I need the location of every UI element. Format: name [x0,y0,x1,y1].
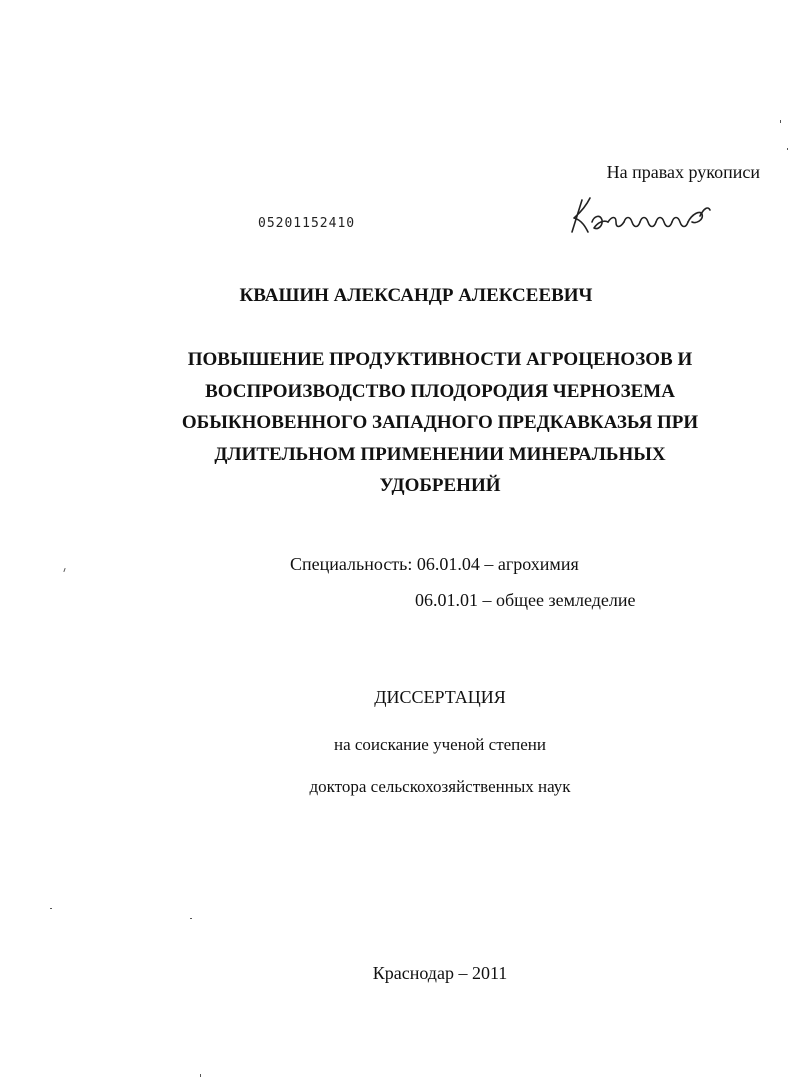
place-and-year: Краснодар – 2011 [372,963,508,983]
specialty-primary: Специальность: 06.01.04 – агрохимия [290,554,579,574]
specialty-secondary: 06.01.01 – общее земледелие [415,590,636,610]
author-name: КВАШИН АЛЕКСАНДР АЛЕКСЕЕВИЧ [239,285,593,306]
scan-speck [787,148,788,150]
title-line: ОБЫКНОВЕННОГО ЗАПАДНОГО ПРЕДКАВКАЗЬЯ ПРИ [181,412,699,433]
registration-number: 05201152410 [258,216,356,231]
handwritten-signature [568,192,718,238]
scan-speck [780,120,781,123]
rights-notice: На правах рукописи [606,162,760,182]
scan-speck [190,918,192,919]
title-line: ПОВЫШЕНИЕ ПРОДУКТИВНОСТИ АГРОЦЕНОЗОВ И [187,349,693,370]
scan-speck [50,908,52,909]
dissertation-title [160,344,720,502]
document-type: ДИССЕРТАЦИЯ [374,687,506,707]
degree-purpose: на соискание ученой степени [333,735,547,754]
title-line: ВОСПРОИЗВОДСТВО ПЛОДОРОДИЯ ЧЕРНОЗЕМА [205,380,675,402]
title-line: ДЛИТЕЛЬНОМ ПРИМЕНЕНИИ МИНЕРАЛЬНЫХ [214,443,666,465]
scan-speck [200,1074,201,1077]
title-line: УДОБРЕНИЙ [379,475,501,496]
degree-name: доктора сельскохозяйственных наук [309,777,571,796]
scan-speck [63,568,65,572]
